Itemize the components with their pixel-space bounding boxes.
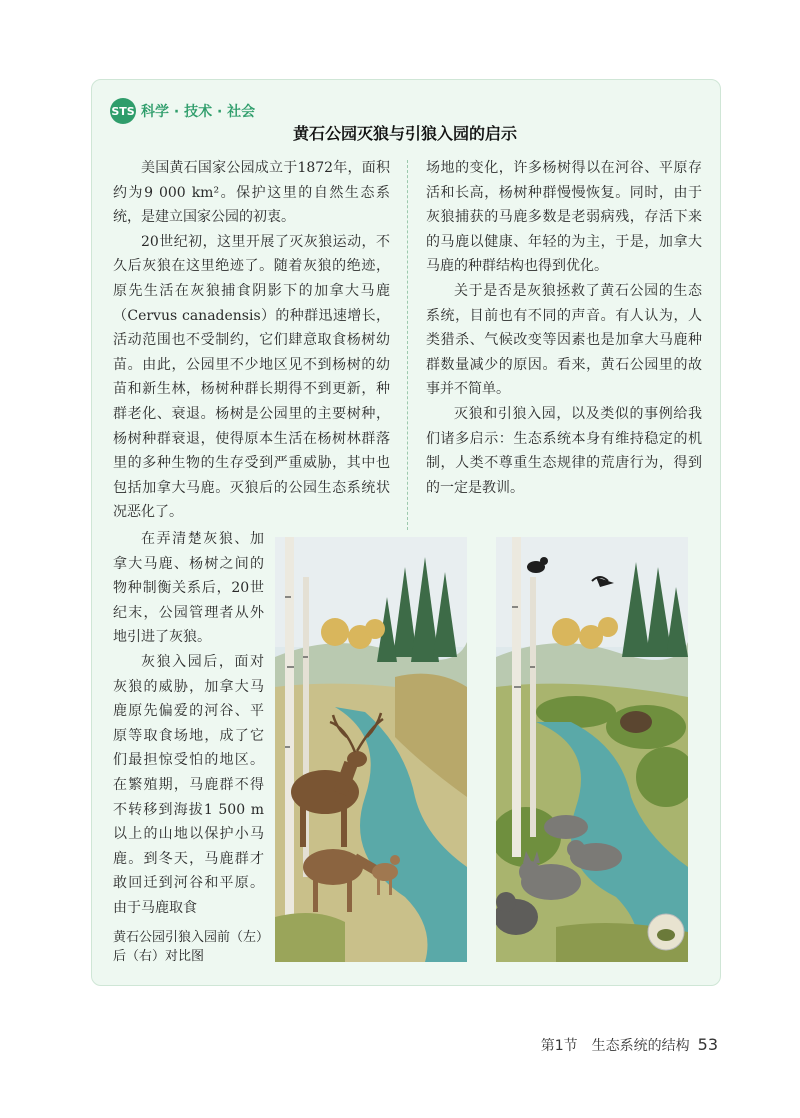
narrow-column xyxy=(113,527,264,921)
page-number: 53 xyxy=(697,1035,718,1054)
section-label: 科学 · 技术 · 社会 xyxy=(141,104,256,120)
figure-caption: 黄石公园引狼入园前（左）后（右）对比图 xyxy=(113,930,270,964)
paragraph: 在弄清楚灰狼、加拿大马鹿、杨树之间的物种制衡关系后，20世纪末，公园管理者从外地引进了灰狼。 xyxy=(113,531,264,646)
paragraph: 场地的变化，许多杨树得以在河谷、平原存活和长高，杨树种群慢慢恢复。同时，由于灰狼捕获的马鹿多数是老弱病残，存活下来的马鹿以健康、年轻的为主，于是，加拿大马鹿的种群结构也得到优化。 xyxy=(426,160,702,275)
column-divider xyxy=(407,160,408,530)
page-footer xyxy=(541,1035,718,1055)
paragraph: 灰狼入园后，面对灰狼的威胁，加拿大马鹿原先偏爱的河谷、平原等取食场地，成了它们最担惊受怕的地区。在繁殖期，马鹿群不得不转移到海拔1 500 m以上的山地以保护小马鹿。到冬天，马鹿群才敢回迁到河谷和平原。由于马鹿取食 xyxy=(113,653,264,916)
footer-section: 第1节 生态系统的结构 xyxy=(540,1038,690,1054)
illustration-before-wolves xyxy=(275,537,467,962)
left-column xyxy=(113,156,390,525)
sts-badge-icon: STS xyxy=(110,98,136,124)
page-title: 黄石公园灭狼与引狼入园的启示 xyxy=(292,124,517,143)
paragraph: 美国黄石国家公园成立于1872年，面积约为9 000 km²。保护这里的自然生态系统，是建立国家公园的初衷。 xyxy=(113,160,390,226)
paragraph: 20世纪初，这里开展了灭灰狼运动，不久后灰狼在这里绝迹了。随着灰狼的绝迹，原先生活在灰狼捕食阴影下的加拿大马鹿（Cervus canadensis）的种群迅速增长，活动范围也不受制约，它们肆意取食杨树幼苗。由此，公园里不少地区见不到杨树的幼苗和新生林，杨树种群长期得不到更新，种群老化、衰退。杨树是公园里的主要树种，杨树种群衰退，使得原本生活在杨树林群落里的多种生物的生存受到严重威胁，其中也包括加拿大马鹿。灭狼后的公园生态系统状况恶化了。 xyxy=(113,233,390,521)
right-column xyxy=(426,156,702,500)
paragraph: 灭狼和引狼入园，以及类似的事例给我们诸多启示：生态系统本身有维持稳定的机制，人类不尊重生态规律的荒唐行为，得到的一定是教训。 xyxy=(426,405,702,496)
paragraph: 关于是否是灰狼拯救了黄石公园的生态系统，目前也有不同的声音。有人认为，人类猎杀、气候改变等因素也是加拿大马鹿种群数量减少的原因。看来，黄石公园里的故事并不简单。 xyxy=(426,282,702,398)
illustration-after-wolves xyxy=(496,537,688,962)
